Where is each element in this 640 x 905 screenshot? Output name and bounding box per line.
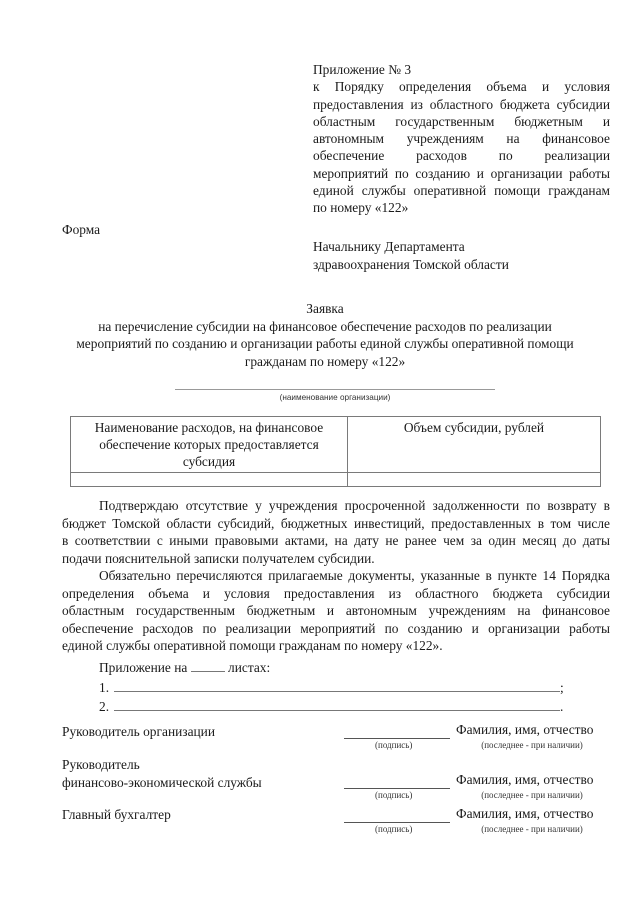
full-name-caption: (последнее - при наличии) xyxy=(481,824,583,834)
paragraph-line: Обязательно перечисляются прилагаемые документы, указанные в пункте 14 Порядка xyxy=(99,568,610,583)
paragraph-line: определения объема и условия предоставления из областного бюджета субсидии xyxy=(62,585,610,601)
addressee-line: Начальнику Департамента xyxy=(313,239,465,254)
confirmation-paragraph xyxy=(62,497,610,567)
signature-field[interactable] xyxy=(344,738,450,739)
paragraph-line: в соответствии с иными правовыми актами, на дату не ранее чем за один месяц до даты xyxy=(62,533,610,549)
attachment-field[interactable] xyxy=(114,696,560,711)
title-line: гражданам по номеру «122» xyxy=(244,353,406,369)
addressee xyxy=(313,238,509,273)
addressee-line: здравоохранения Томской области xyxy=(313,256,509,272)
appendix-line: автономным учреждениям на финансовое xyxy=(313,131,610,147)
header-subsidy-amount: Объем субсидии, рублей xyxy=(348,417,601,473)
full-name-caption: (последнее - при наличии) xyxy=(481,740,583,750)
role-line: Руководитель xyxy=(62,757,140,772)
document-title xyxy=(60,300,590,370)
documents-paragraph xyxy=(62,567,610,655)
attachments-block xyxy=(99,659,569,716)
title-line: на перечисление субсидии на финансовое обеспечение расходов по реализации xyxy=(98,318,552,334)
header-expense-name: Наименование расходов, на финансовое обеспечение которых предоставляется субсидия xyxy=(71,417,348,473)
appendix-line: предоставления из областного бюджета субсидии xyxy=(313,96,610,112)
form-label: Форма xyxy=(62,222,101,237)
attachment-end: ; xyxy=(560,679,564,695)
attachment-field[interactable] xyxy=(114,677,560,692)
full-name-field[interactable]: Фамилия, имя, отчество xyxy=(456,772,594,787)
appendix-line: мероприятий по созданию и организации работы xyxy=(313,165,610,181)
table-row xyxy=(71,473,601,487)
attachments-header xyxy=(99,659,569,677)
organization-name-field[interactable] xyxy=(175,389,495,390)
appendix-line: областным государственным бюджетным и xyxy=(313,113,610,129)
paragraph-line: областным государственным бюджетным и автономным учреждениям на финансовое xyxy=(62,603,610,619)
attachment-number: 1. xyxy=(99,679,110,695)
appendix-line: к Порядку определения объема и условия xyxy=(313,79,610,95)
signature-caption: (подпись) xyxy=(375,740,413,750)
appendix-line: единой службы оперативной помощи гражданам xyxy=(313,183,610,199)
organization-caption: (наименование организации) xyxy=(279,393,391,402)
attachment-item xyxy=(99,677,569,697)
full-name-field[interactable]: Фамилия, имя, отчество xyxy=(456,806,594,821)
paragraph-line: Подтверждаю отсутствие у учреждения просроченной задолженности по возврату в xyxy=(99,498,610,513)
attachments-suffix: листах: xyxy=(228,660,271,675)
signature-caption: (подпись) xyxy=(375,824,413,834)
signatory-head-of-organization: Руководитель организации xyxy=(62,724,216,739)
attachment-item xyxy=(99,696,569,716)
full-name-field[interactable]: Фамилия, имя, отчество xyxy=(456,722,594,737)
title-line: мероприятий по созданию и организации работы единой службы оперативной помощи xyxy=(76,336,574,351)
paragraph-line: единой службы оперативной помощи гражданам по номеру «122». xyxy=(62,638,443,654)
appendix-line: обеспечение расходов по реализации xyxy=(313,148,610,164)
title-heading: Заявка xyxy=(306,301,344,316)
full-name-caption: (последнее - при наличии) xyxy=(481,790,583,800)
cell-subsidy-amount[interactable] xyxy=(348,473,601,487)
signatory-chief-accountant: Главный бухгалтер xyxy=(62,807,171,822)
paragraph-line: обеспечение расходов по реализации мероприятий по созданию и организации работы xyxy=(62,620,610,636)
signatory-head-of-finance xyxy=(62,756,262,791)
attachment-number: 2. xyxy=(99,699,110,714)
appendix-line: по номеру «122» xyxy=(313,200,409,216)
attachment-end: . xyxy=(560,699,564,714)
paragraph-line: бюджет Томской области субсидий, бюджетных инвестиций, предоставленных в том числе xyxy=(62,515,610,531)
signature-caption: (подпись) xyxy=(375,790,413,800)
attachments-prefix: Приложение на xyxy=(99,660,188,675)
appendix-title: Приложение № 3 xyxy=(313,62,412,77)
table-header-row xyxy=(71,417,601,473)
signature-field[interactable] xyxy=(344,788,450,789)
cell-expense-name[interactable] xyxy=(71,473,348,487)
appendix-header xyxy=(313,61,610,217)
signature-field[interactable] xyxy=(344,822,450,823)
subsidy-table xyxy=(70,416,601,487)
role-line: финансово-экономической службы xyxy=(62,774,262,790)
paragraph-line: подачи пояснительной записки получателем субсидии. xyxy=(62,550,375,566)
sheets-count-field[interactable] xyxy=(191,671,225,672)
